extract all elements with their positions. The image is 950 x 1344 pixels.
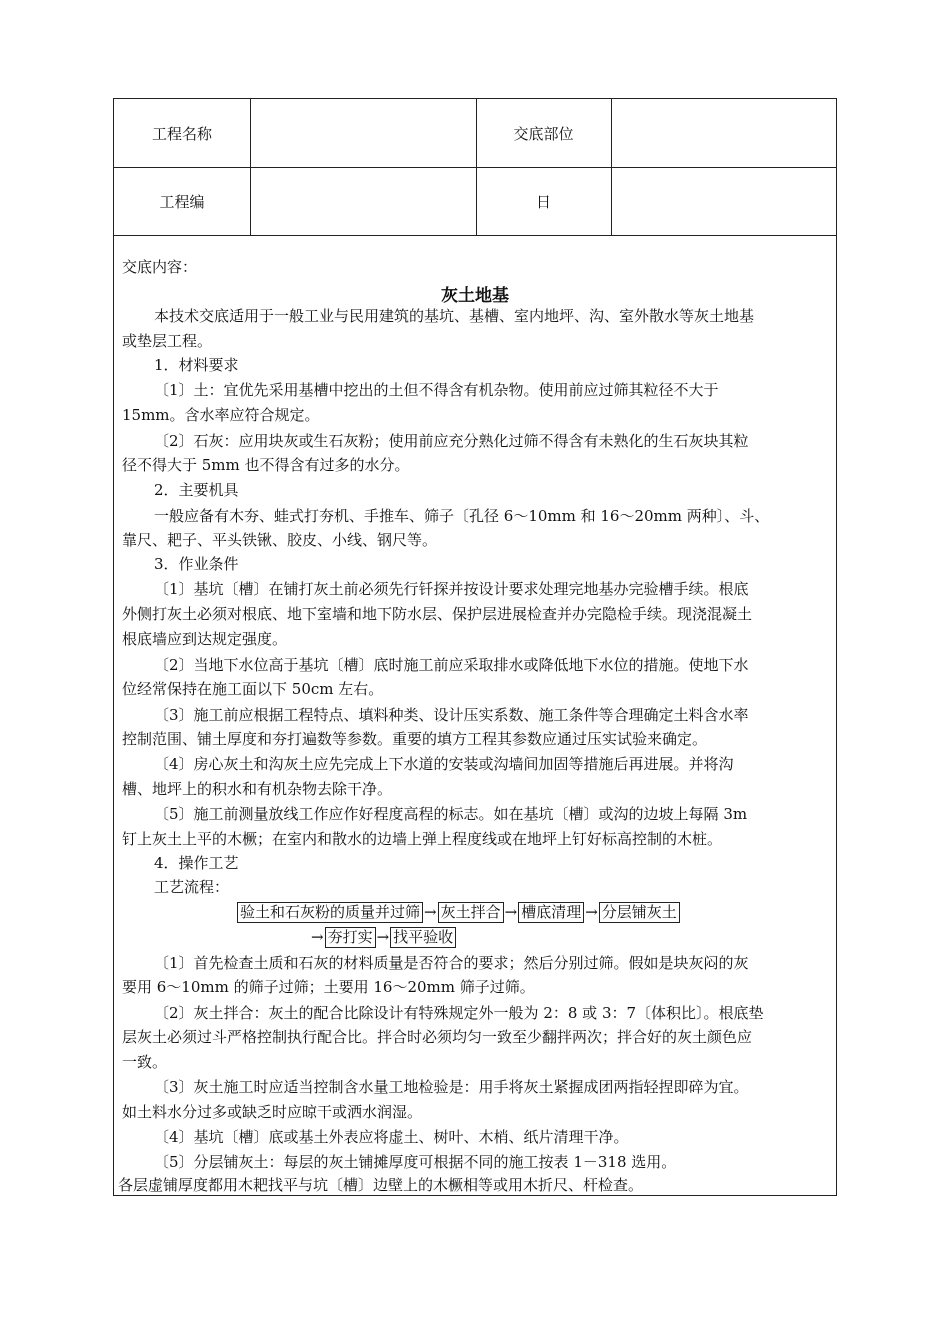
disclosure-form xyxy=(113,98,837,1196)
body-line: 钉上灰土上平的木橛；在室内和散水的边墙上弹上程度线或在地坪上钉好标高控制的木桩。 xyxy=(122,830,723,848)
divider xyxy=(611,99,612,235)
project-name-label: 工程名称 xyxy=(151,124,212,143)
body-line: 径不得大于 5mm 也不得含有过多的水分。 xyxy=(122,456,410,474)
flow-step: 夯打实 xyxy=(325,927,376,948)
body-line: 根底墙应到达规定强度。 xyxy=(122,630,288,648)
divider xyxy=(250,99,251,235)
body-line: 〔4〕房心灰土和沟灰土应先完成上下水道的安装或沟墙间加固等措施后再进展。并将沟 xyxy=(154,755,734,773)
body-line: 如土料水分过多或缺乏时应晾干或洒水润湿。 xyxy=(122,1103,423,1121)
body-line: 要用 6～10mm 的筛子过筛；土要用 16～20mm 筛子过筛。 xyxy=(122,978,535,996)
body-line: 或垫层工程。 xyxy=(122,332,213,350)
process-flow-row-2 xyxy=(310,927,456,948)
date-label: 日 xyxy=(535,192,551,211)
arrow-right-icon: → xyxy=(585,903,598,921)
body-line: 本技术交底适用于一般工业与民用建筑的基坑、基槽、室内地坪、沟、室外散水等灰土地基 xyxy=(154,307,755,325)
header-row-1 xyxy=(114,99,836,168)
body-line: 工艺流程： xyxy=(154,878,230,896)
body-line: 2．主要机具 xyxy=(154,481,239,499)
project-name-value xyxy=(250,99,476,167)
body-line: 〔1〕首先检查土质和石灰的材料质量是否符合的要求；然后分别过筛。假如是块灰闷的灰 xyxy=(154,954,749,972)
body-line: 〔5〕施工前测量放线工作应作好程度高程的标志。如在基坑〔槽〕或沟的边坡上每隔 3m xyxy=(154,805,748,823)
flow-step: 槽底清理 xyxy=(518,902,584,923)
body-line: 〔4〕基坑〔槽〕底或基土外表应将虚土、树叶、木梢、纸片清理干净。 xyxy=(154,1128,629,1146)
arrow-right-icon: → xyxy=(311,928,324,946)
disclosure-part-value xyxy=(611,99,836,167)
body-line: 〔5〕分层铺灰土：每层的灰土铺摊厚度可根据不同的施工按表 1－318 选用。 xyxy=(154,1153,677,1171)
body-line: 15mm。含水率应符合规定。 xyxy=(122,406,320,424)
process-flow-row-1 xyxy=(237,902,680,923)
disclosure-part-label: 交底部位 xyxy=(513,124,574,143)
divider xyxy=(476,99,477,235)
flow-step: 找平验收 xyxy=(390,927,456,948)
flow-step: 灰土拌合 xyxy=(438,902,504,923)
project-number-value xyxy=(250,167,476,235)
body-line: 外侧打灰土必须对根底、地下室墙和地下防水层、保护层进展检查并办完隐检手续。现浇混凝土 xyxy=(122,605,753,623)
body-line: 〔1〕土：宜优先采用基槽中挖出的土但不得含有机杂物。使用前应过筛其粒径不大于 xyxy=(154,381,719,399)
body-line: 靠尺、耙子、平头铁锹、胶皮、小线、钢尺等。 xyxy=(122,531,438,549)
body-line: 〔2〕当地下水位高于基坑〔槽〕底时施工前应采取排水或降低地下水位的措施。使地下水 xyxy=(154,656,749,674)
body-line: 层灰土必须过斗严格控制执行配合比。拌合时必须均匀一致至少翻拌两次；拌合好的灰土颜色应 xyxy=(122,1028,753,1046)
flow-step: 验土和石灰粉的质量并过筛 xyxy=(237,902,423,923)
section-title: 灰土地基 xyxy=(441,286,509,306)
body-line: 〔3〕灰土施工时应适当控制含水量工地检验是：用手将灰土紧握成团两指轻捏即碎为宜。 xyxy=(154,1078,749,1096)
body-line: 一致。 xyxy=(122,1053,168,1071)
body-line: 一般应备有木夯、蛙式打夯机、手推车、筛子〔孔径 6～10mm 和 16～20mm 两种〕、斗、 xyxy=(154,507,770,525)
project-number-label: 工程编 xyxy=(159,192,205,211)
arrow-right-icon: → xyxy=(424,903,437,921)
body-line: 槽、地坪上的积水和有机杂物去除干净。 xyxy=(122,780,393,798)
body-line: 〔1〕基坑〔槽〕在铺打灰土前必须先行钎探并按设计要求处理完地基办完验槽手续。根底 xyxy=(154,580,749,598)
body-line: 〔2〕灰土拌合：灰土的配合比除设计有特殊规定外一般为 2：8 或 3：7〔体积比〕。根底垫 xyxy=(154,1004,764,1022)
body-line: 〔3〕施工前应根据工程特点、填料种类、设计压实系数、施工条件等合理确定土料含水率 xyxy=(154,706,749,724)
body-line: 4．操作工艺 xyxy=(154,854,239,872)
arrow-right-icon: → xyxy=(504,903,518,921)
header-row-2 xyxy=(114,167,836,236)
date-value xyxy=(611,167,836,235)
body-line: 〔2〕石灰：应用块灰或生石灰粉；使用前应充分熟化过筛不得含有未熟化的生石灰块其粒 xyxy=(154,432,749,450)
body-line: 3．作业条件 xyxy=(154,555,239,573)
body-line: 1．材料要求 xyxy=(154,356,239,374)
body-line: 位经常保持在施工面以下 50cm 左右。 xyxy=(122,680,384,698)
body-line: 控制范围、铺土厚度和夯打遍数等参数。重要的填方工程其参数应通过压实试验来确定。 xyxy=(122,730,708,748)
arrow-right-icon: → xyxy=(376,928,390,946)
content-label: 交底内容： xyxy=(122,258,198,276)
body-line: 各层虚铺厚度都用木耙找平与坑〔槽〕边壁上的木橛相等或用木折尺、杆检查。 xyxy=(118,1176,644,1194)
flow-step: 分层铺灰土 xyxy=(599,902,680,923)
